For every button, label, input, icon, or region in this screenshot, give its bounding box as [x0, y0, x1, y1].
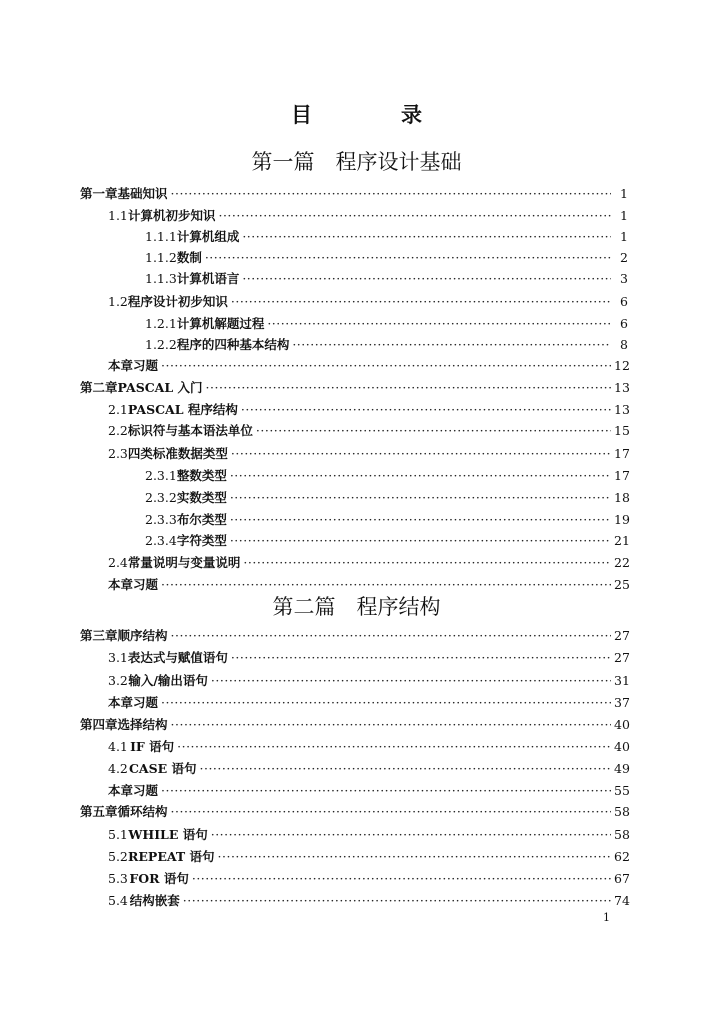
- toc-entry-title: 实数类型: [176, 490, 227, 505]
- toc-section-entry: [108, 554, 628, 572]
- toc-entry-number: 2.3.4: [145, 533, 177, 548]
- toc-section-entry: [145, 315, 628, 333]
- toc-entry-number: 第四章: [80, 717, 118, 732]
- toc-entry-page: 25: [614, 577, 630, 592]
- toc-entry-title: 标识符与基本语法单位: [127, 423, 253, 438]
- toc-chapter-entry: [80, 803, 628, 821]
- dot-leader: [211, 672, 611, 690]
- toc-entry-number: 第二章: [80, 380, 118, 395]
- toc-entry-title: 常量说明与变量说明: [127, 555, 241, 570]
- toc-entry-number: 2.2: [108, 423, 128, 438]
- toc-entry-number: 4.1: [108, 739, 128, 754]
- dot-leader: [230, 489, 611, 507]
- toc-entry-page: 18: [614, 490, 630, 505]
- toc-entry-number: 2.3.2: [145, 490, 177, 505]
- toc-entry-number: 3.1: [108, 650, 128, 665]
- toc-entry-title: 计算机解题过程: [176, 316, 265, 331]
- toc-entry-number: 2.3.1: [145, 468, 177, 483]
- toc-entry-page: 22: [614, 555, 630, 570]
- toc-exercise-entry: [108, 782, 628, 800]
- toc-entry-page: 8: [620, 337, 628, 352]
- dot-leader: [161, 694, 611, 712]
- dot-leader: [171, 627, 611, 645]
- toc-entry-number: 1.2: [108, 294, 128, 309]
- toc-chapter-entry: [80, 379, 628, 397]
- toc-section-entry: [145, 249, 628, 267]
- toc-entry-page: 27: [614, 628, 630, 643]
- toc-section-entry: [145, 532, 628, 550]
- dot-leader: [171, 803, 611, 821]
- toc-section-entry: [108, 293, 628, 311]
- toc-entry-title: REPEAT 语句: [128, 849, 215, 864]
- dot-leader: [231, 649, 611, 667]
- toc-entry-number: 5.3: [108, 871, 128, 886]
- toc-section-entry: [108, 649, 628, 667]
- toc-chapter-entry: [80, 627, 628, 645]
- dot-leader: [211, 826, 611, 844]
- dot-leader: [161, 357, 611, 375]
- toc-section-entry: [108, 401, 628, 419]
- toc-entry-title: 程序的四种基本结构: [176, 337, 290, 352]
- toc-entry-title: 计算机初步知识: [127, 208, 216, 223]
- toc-entry-page: 67: [614, 871, 630, 886]
- toc-entry-number: 1.1.1: [145, 229, 177, 244]
- toc-entry-number: 1.2.1: [145, 316, 177, 331]
- toc-entry-page: 62: [614, 849, 630, 864]
- dot-leader: [256, 422, 611, 440]
- toc-entry-page: 40: [614, 717, 630, 732]
- toc-section-entry: [145, 467, 628, 485]
- dot-leader: [192, 870, 611, 888]
- toc-entry-page: 58: [614, 827, 630, 842]
- toc-entry-title: 程序设计初步知识: [127, 294, 228, 309]
- dot-leader: [200, 760, 612, 778]
- toc-entry-title: 数制: [176, 250, 202, 265]
- dot-leader: [171, 185, 611, 203]
- toc-entry-title: FOR 语句: [129, 871, 189, 886]
- dot-leader: [292, 336, 611, 354]
- toc-entry-page: 31: [614, 673, 630, 688]
- toc-entry-page: 1: [620, 186, 628, 201]
- toc-entry-page: 6: [620, 294, 628, 309]
- toc-entry-number: 4.2: [108, 761, 128, 776]
- toc-section-entry: [145, 489, 628, 507]
- toc-entry-title: 四类标准数据类型: [127, 446, 228, 461]
- dot-leader: [183, 892, 611, 910]
- toc-entry-page: 17: [614, 468, 630, 483]
- toc-section-entry: [108, 672, 628, 690]
- page-number: 1: [603, 911, 610, 924]
- toc-entry-page: 58: [614, 804, 630, 819]
- toc-entry-number: 5.2: [108, 849, 128, 864]
- toc-entry-title: 输入/输出语句: [128, 673, 208, 688]
- toc-entry-number: 5.1: [108, 827, 128, 842]
- toc-entry-number: 5.4: [108, 893, 128, 908]
- toc-entry-title: 整数类型: [176, 468, 227, 483]
- toc-section-entry: [108, 892, 628, 910]
- toc-entry-page: 13: [614, 402, 630, 417]
- toc-entry-page: 27: [614, 650, 630, 665]
- toc-exercise-entry: [108, 357, 628, 375]
- toc-entry-title: 表达式与赋值语句: [127, 650, 228, 665]
- toc-chapter-entry: [80, 185, 628, 203]
- toc-entry-title: CASE 语句: [128, 761, 197, 776]
- toc-entry-title: 字符类型: [176, 533, 227, 548]
- dot-leader: [218, 207, 611, 225]
- toc-entry-title: WHILE 语句: [128, 827, 208, 842]
- toc-section-entry: [108, 848, 628, 866]
- dot-leader: [218, 848, 611, 866]
- toc-entry-page: 2: [620, 250, 628, 265]
- toc-entry-title: 本章习题: [108, 695, 159, 710]
- toc-section-entry: [145, 511, 628, 529]
- toc-entry-title: PASCAL 程序结构: [127, 402, 238, 417]
- toc-entry-number: 1.1: [108, 208, 128, 223]
- toc-exercise-entry: [108, 694, 628, 712]
- toc-entry-title: 顺序结构: [117, 628, 168, 643]
- toc-exercise-entry: [108, 576, 628, 594]
- dot-leader: [161, 782, 611, 800]
- dot-leader: [205, 249, 611, 267]
- dot-leader: [206, 379, 611, 397]
- dot-leader: [231, 293, 611, 311]
- toc-entry-title: 本章习题: [108, 783, 159, 798]
- toc-section-entry: [108, 870, 628, 888]
- toc-entry-page: 74: [614, 893, 630, 908]
- toc-entry-page: 15: [614, 423, 630, 438]
- dot-leader: [242, 270, 611, 288]
- toc-section-entry: [108, 445, 628, 463]
- dot-leader: [231, 445, 611, 463]
- toc-entry-number: 3.2: [108, 673, 128, 688]
- toc-section-entry: [108, 207, 628, 225]
- toc-section-entry: [145, 336, 628, 354]
- toc-entry-number: 1.1.2: [145, 250, 177, 265]
- toc-entry-page: 1: [620, 208, 628, 223]
- toc-entry-page: 37: [614, 695, 630, 710]
- part-heading: 第一篇 程序设计基础: [251, 150, 462, 174]
- toc-entry-page: 13: [614, 380, 630, 395]
- toc-entry-number: 2.3: [108, 446, 128, 461]
- toc-entry-page: 55: [614, 783, 630, 798]
- dot-leader: [230, 511, 611, 529]
- toc-section-entry: [145, 270, 628, 288]
- toc-entry-number: 2.1: [108, 402, 128, 417]
- toc-entry-number: 1.1.3: [145, 271, 177, 286]
- toc-entry-title: 选择结构: [117, 717, 168, 732]
- toc-section-entry: [108, 422, 628, 440]
- toc-entry-number: 第三章: [80, 628, 118, 643]
- toc-entry-title: 循环结构: [117, 804, 168, 819]
- toc-entry-page: 12: [614, 358, 630, 373]
- dot-leader: [243, 554, 611, 572]
- toc-section-entry: [108, 760, 628, 778]
- toc-entry-title: PASCAL 入门: [117, 380, 203, 395]
- toc-entry-page: 6: [620, 316, 628, 331]
- toc-entry-number: 2.4: [108, 555, 128, 570]
- toc-entry-number: 2.3.3: [145, 512, 177, 527]
- toc-entry-page: 19: [614, 512, 630, 527]
- toc-section-entry: [108, 826, 628, 844]
- toc-entry-page: 40: [614, 739, 630, 754]
- toc-chapter-entry: [80, 716, 628, 734]
- toc-entry-number: 第一章: [80, 186, 118, 201]
- dot-leader: [230, 532, 611, 550]
- dot-leader: [171, 716, 611, 734]
- toc-entry-title: 基础知识: [117, 186, 168, 201]
- toc-entry-page: 49: [614, 761, 630, 776]
- dot-leader: [241, 401, 611, 419]
- toc-entry-title: 结构嵌套: [129, 893, 180, 908]
- toc-entry-title: 布尔类型: [176, 512, 227, 527]
- toc-entry-page: 3: [620, 271, 628, 286]
- toc-section-entry: [145, 228, 628, 246]
- page-title: 目 录: [291, 102, 456, 127]
- toc-entry-number: 1.2.2: [145, 337, 177, 352]
- toc-entry-title: IF 语句: [130, 739, 175, 754]
- toc-section-entry: [108, 738, 628, 756]
- dot-leader: [242, 228, 611, 246]
- toc-entry-page: 1: [620, 229, 628, 244]
- part-heading: 第二篇 程序结构: [272, 595, 441, 619]
- toc-entry-title: 计算机组成: [176, 229, 240, 244]
- dot-leader: [161, 576, 611, 594]
- toc-entry-number: 第五章: [80, 804, 118, 819]
- dot-leader: [177, 738, 611, 756]
- toc-entry-title: 本章习题: [108, 577, 159, 592]
- toc-entry-title: 计算机语言: [176, 271, 240, 286]
- dot-leader: [267, 315, 611, 333]
- toc-entry-page: 17: [614, 446, 630, 461]
- dot-leader: [230, 467, 611, 485]
- toc-entry-title: 本章习题: [108, 358, 159, 373]
- toc-entry-page: 21: [614, 533, 630, 548]
